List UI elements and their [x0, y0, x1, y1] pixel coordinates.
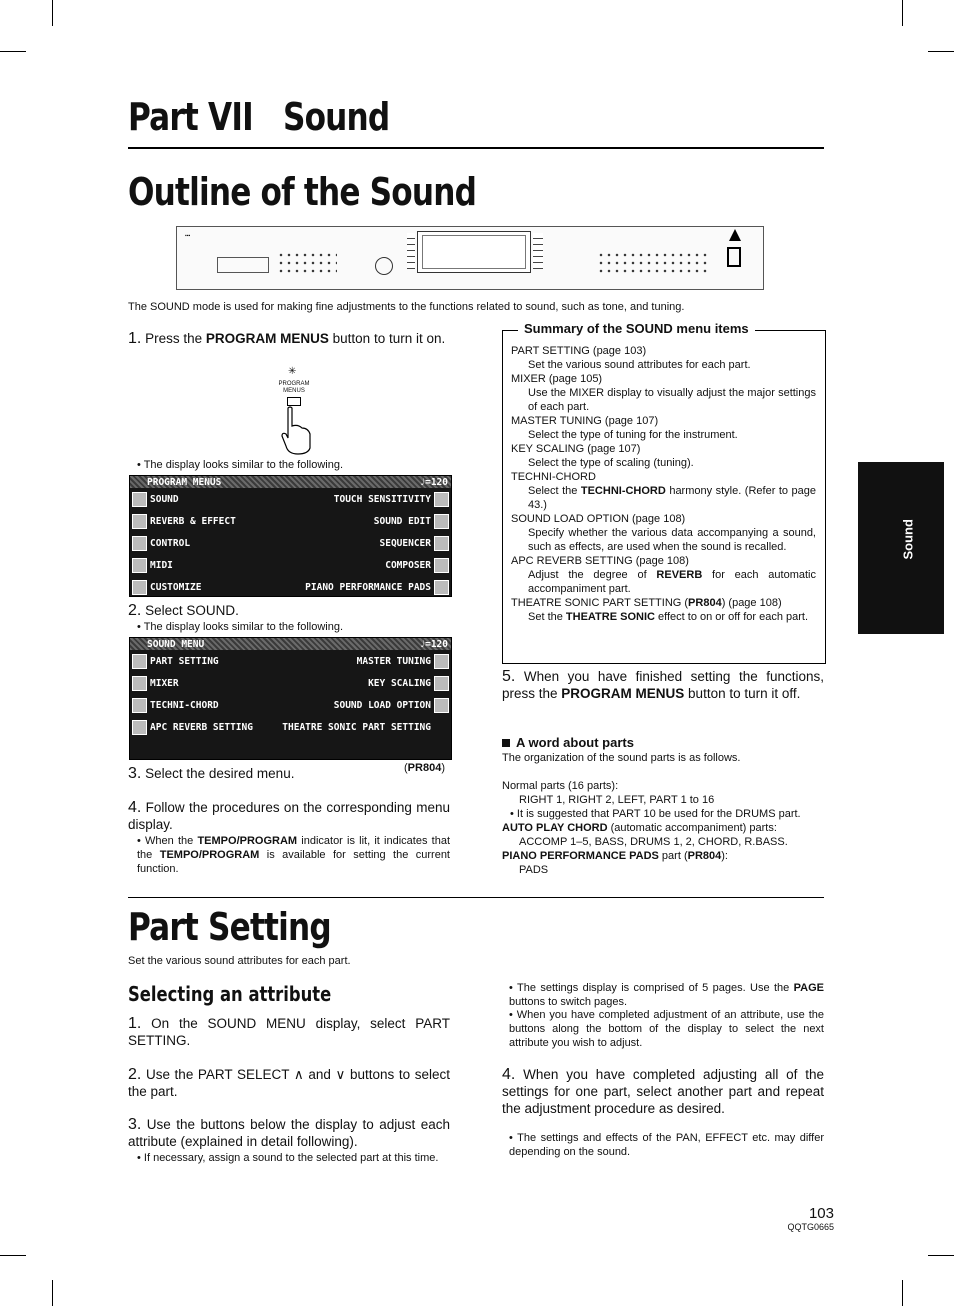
- menu-item-reverb-effect[interactable]: REVERB & EFFECT: [150, 516, 236, 527]
- summary-item-name: SOUND LOAD OPTION (page 108): [511, 513, 686, 525]
- pads-icon: [434, 580, 449, 595]
- step-number: 1.: [128, 330, 142, 347]
- summary-item-name: MIXER (page 105): [511, 373, 603, 385]
- crop-mark: [52, 1280, 53, 1306]
- composer-icon: [434, 558, 449, 573]
- techni-chord-icon: [132, 698, 147, 713]
- tempo-program-label: TEMPO/PROGRAM: [159, 849, 260, 861]
- summary-item-name: KEY SCALING (page 107): [511, 443, 641, 455]
- display-title: PROGRAM MENUS: [147, 477, 222, 488]
- menu-item-sequencer[interactable]: SEQUENCER: [379, 538, 431, 549]
- side-tab-label: Sound: [900, 519, 916, 560]
- desc-text: effect to on or off for each part.: [654, 611, 809, 623]
- display-note: • The display looks similar to the following.: [137, 459, 344, 471]
- summary-item-name: TECHNI-CHORD: [511, 471, 596, 483]
- crop-mark: [52, 0, 53, 26]
- sound-icon: [132, 492, 147, 507]
- lamp-icon: ✳: [288, 366, 297, 377]
- reverb-label: REVERB: [656, 569, 703, 581]
- step-text: Select the desired menu.: [145, 766, 295, 781]
- crop-mark: [928, 1255, 954, 1256]
- summary-item-name: MASTER TUNING (page 107): [511, 415, 659, 427]
- summary-item-desc: Select the type of scaling (tuning).: [528, 457, 694, 469]
- menu-item-key-scaling[interactable]: KEY SCALING: [368, 678, 431, 689]
- apc-parts-label: [502, 821, 824, 835]
- menu-item-customize[interactable]: CUSTOMIZE: [150, 582, 202, 593]
- section-title: Outline of the Sound: [128, 170, 477, 214]
- step-number: 2.: [128, 1066, 142, 1083]
- menu-item-part-setting[interactable]: PART SETTING: [150, 656, 219, 667]
- summary-item-name: [511, 596, 816, 610]
- ps-step-4: [502, 1066, 824, 1117]
- model-name: PR804: [688, 597, 722, 609]
- summary-item-desc: [511, 484, 816, 512]
- step-number: 1.: [128, 1015, 142, 1032]
- instrument-panel-illustration: [176, 226, 764, 290]
- crop-mark: [902, 0, 903, 26]
- sequencer-icon: [434, 536, 449, 551]
- step-3: [128, 765, 378, 782]
- word-about-body: [502, 751, 824, 877]
- step-number: 4.: [502, 1066, 516, 1083]
- summary-item-desc: Specify whether the various data accompanying a sound, such as effects, are used when the sound is recalled.: [528, 527, 816, 553]
- normal-parts-label: Normal parts (16 parts):: [502, 780, 619, 792]
- ps-step-3: [128, 1116, 450, 1150]
- pads-text: ):: [721, 850, 728, 862]
- pads-part-label: [502, 849, 824, 863]
- menu-item-midi[interactable]: MIDI: [150, 560, 173, 571]
- doc-code: QQTG0665: [787, 1222, 834, 1232]
- tempo-program-label: TEMPO/PROGRAM: [197, 835, 298, 847]
- step-text: Use the buttons below the display to adjust each attribute (explained in detail following).: [128, 1117, 450, 1149]
- finger-icon: [278, 406, 314, 456]
- summary-list: [511, 344, 816, 624]
- ps-step-2: [128, 1066, 450, 1100]
- word-about-heading: [502, 735, 634, 750]
- step-text: Select SOUND.: [145, 603, 239, 618]
- part-title: Part VII Sound: [128, 95, 390, 139]
- menu-item-techni-chord[interactable]: TECHNI-CHORD: [150, 700, 219, 711]
- step-number: 3.: [128, 765, 142, 782]
- menu-item-piano-performance-pads[interactable]: PIANO PERFORMANCE PADS: [305, 582, 431, 593]
- step-number: 5.: [502, 668, 516, 685]
- mixer-icon: [132, 676, 147, 691]
- square-bullet-icon: [502, 739, 510, 747]
- menu-item-theatre-sonic-part-setting[interactable]: THEATRE SONIC PART SETTING: [282, 722, 431, 733]
- note-text: • When the: [137, 835, 198, 847]
- display-title: SOUND MENU: [147, 639, 205, 650]
- ps-note-next-attribute: • When you have completed adjustment of an attribute, use the buttons along the bottom of the display to select the next attribute you wish to adjust.: [509, 1009, 824, 1049]
- model-name: PR804: [687, 850, 722, 862]
- summary-item-desc: Use the MIXER display to visually adjust the major settings of each part.: [528, 387, 816, 413]
- heading-text: A word about parts: [516, 735, 634, 750]
- divider: [128, 147, 824, 149]
- midi-icon: [132, 558, 147, 573]
- crop-mark: [902, 1280, 903, 1306]
- note-text: indicator is lit, it indicates that the: [137, 835, 451, 861]
- sound-edit-icon: [434, 514, 449, 529]
- section-intro: Set the various sound attributes for each part.: [128, 955, 351, 967]
- section-title: Part Setting: [128, 905, 331, 949]
- step4-note: [137, 834, 450, 876]
- menu-item-sound-edit[interactable]: SOUND EDIT: [373, 516, 431, 527]
- desc-text: Set the: [528, 611, 566, 623]
- reverb-icon: [132, 514, 147, 529]
- step-text: Press the: [145, 331, 206, 346]
- menu-item-apc-reverb-setting[interactable]: APC REVERB SETTING: [150, 722, 253, 733]
- step-number: 2.: [128, 602, 142, 619]
- summary-heading: Summary of the SOUND menu items: [518, 321, 755, 336]
- program-menus-display: [129, 475, 452, 597]
- model-note: [404, 761, 445, 775]
- step-number: 3.: [128, 1116, 142, 1133]
- step-text: Use the PART SELECT ∧ and ∨ buttons to select the part.: [128, 1067, 450, 1099]
- button-label: MENUS: [283, 388, 305, 394]
- tempo-readout: ♩=120: [419, 477, 448, 488]
- step-text: Follow the procedures on the corresponding menu display.: [128, 800, 450, 832]
- word-about-intro: The organization of the sound parts is as follows.: [502, 752, 741, 764]
- ps-note-pages: [509, 981, 824, 1009]
- tempo-readout: ♩=120: [419, 639, 448, 650]
- paren: ): [441, 762, 445, 774]
- subsection-title: Selecting an attribute: [128, 982, 332, 1006]
- summary-item-name: APC REVERB SETTING (page 108): [511, 555, 689, 567]
- menu-item-sound-load-option[interactable]: SOUND LOAD OPTION: [333, 700, 431, 711]
- crop-mark: [0, 1255, 26, 1256]
- step-text: button to turn it on.: [328, 331, 446, 346]
- display-note: • The display looks similar to the following.: [137, 621, 344, 633]
- summary-item-desc: [511, 610, 816, 624]
- customize-icon: [132, 580, 147, 595]
- page-number: 103: [808, 1205, 834, 1222]
- ps-step-1: [128, 1015, 450, 1049]
- menu-item-master-tuning[interactable]: MASTER TUNING: [356, 656, 431, 667]
- part-setting-icon: [132, 654, 147, 669]
- desc-text: for each automatic accompaniment part.: [528, 569, 816, 595]
- desc-text: Select the: [528, 485, 581, 497]
- apc-reverb-icon: [132, 720, 147, 735]
- name-text: ) (page 108): [721, 597, 782, 609]
- step-text: On the SOUND MENU display, select PART SETTING.: [128, 1016, 450, 1048]
- note-text: buttons to switch pages.: [509, 996, 628, 1008]
- pads-label: PIANO PERFORMANCE PADS: [502, 850, 659, 862]
- page-button-label: PAGE: [793, 982, 824, 994]
- crop-mark: [928, 51, 954, 52]
- normal-parts-note: • It is suggested that PART 10 be used for the DRUMS part.: [510, 808, 801, 820]
- step-text: When you have finished setting the functions, press the: [502, 669, 824, 701]
- name-text: THEATRE SONIC PART SETTING (: [511, 597, 689, 609]
- model-name: PR804: [407, 762, 442, 774]
- apc-parts-value: ACCOMP 1–5, BASS, DRUMS 1, 2, CHORD, R.BASS.: [519, 836, 788, 848]
- menu-item-control[interactable]: CONTROL: [150, 538, 191, 549]
- summary-item-desc: Set the various sound attributes for each part.: [528, 359, 751, 371]
- menu-item-mixer[interactable]: MIXER: [150, 678, 179, 689]
- ps-step3-note: • If necessary, assign a sound to the selected part at this time.: [137, 1152, 439, 1164]
- key-scaling-icon: [434, 676, 449, 691]
- step-text: button to turn it off.: [684, 686, 801, 701]
- divider: [128, 897, 824, 898]
- control-icon: [132, 536, 147, 551]
- program-menus-label: PROGRAM MENUS: [205, 331, 329, 346]
- step-4: [128, 799, 450, 833]
- brand-logo: ▪▪▪: [185, 233, 191, 239]
- menu-item-touch-sensitivity[interactable]: TOUCH SENSITIVITY: [333, 494, 431, 505]
- summary-item-desc: Select the type of tuning for the instrument.: [528, 429, 738, 441]
- step-number: 4.: [128, 799, 142, 816]
- summary-item-desc: [511, 568, 816, 596]
- step-2: [128, 602, 450, 619]
- program-menus-label: PROGRAM MENUS: [561, 686, 685, 701]
- intro-text: The SOUND mode is used for making fine adjustments to the functions related to sound, such as tone, and tuning.: [128, 301, 685, 313]
- pads-part-value: PADS: [519, 864, 549, 876]
- summary-item-name: PART SETTING (page 103): [511, 345, 647, 357]
- step-text: When you have completed adjusting all of the settings for one part, select another part and repeat the adjustment procedure as desired.: [502, 1067, 824, 1116]
- note-text: is available for setting the current function.: [137, 849, 450, 875]
- button-label: PROGRAM: [278, 381, 310, 387]
- menu-item-composer[interactable]: COMPOSER: [385, 560, 431, 571]
- apc-label: AUTO PLAY CHORD: [502, 822, 608, 834]
- note-text: • The settings display is comprised of 5 pages. Use the: [509, 982, 794, 994]
- sound-menu-display: [129, 637, 452, 760]
- pads-text: part (: [658, 850, 688, 862]
- program-menus-button-illustration: [270, 366, 318, 458]
- paren: (: [404, 762, 408, 774]
- touch-icon: [434, 492, 449, 507]
- menu-item-sound[interactable]: SOUND: [150, 494, 179, 505]
- side-tab: [858, 462, 944, 634]
- step-1: [128, 330, 450, 347]
- normal-parts-value: RIGHT 1, RIGHT 2, LEFT, PART 1 to 16: [519, 794, 715, 806]
- theatre-sonic-label: THEATRE SONIC: [565, 611, 655, 623]
- panel-display: [417, 231, 531, 273]
- ps-step4-note: • The settings and effects of the PAN, EFFECT etc. may differ depending on the sound.: [509, 1132, 824, 1158]
- techni-chord-label: TECHNI-CHORD: [580, 485, 666, 497]
- crop-mark: [0, 51, 26, 52]
- desc-text: harmony style. (Refer to page 43.): [528, 485, 816, 511]
- desc-text: Adjust the degree of: [528, 569, 657, 581]
- master-tuning-icon: [434, 654, 449, 669]
- apc-text: (automatic accompaniment) parts:: [607, 822, 777, 834]
- step-5: [502, 668, 824, 702]
- sound-load-icon: [434, 698, 449, 713]
